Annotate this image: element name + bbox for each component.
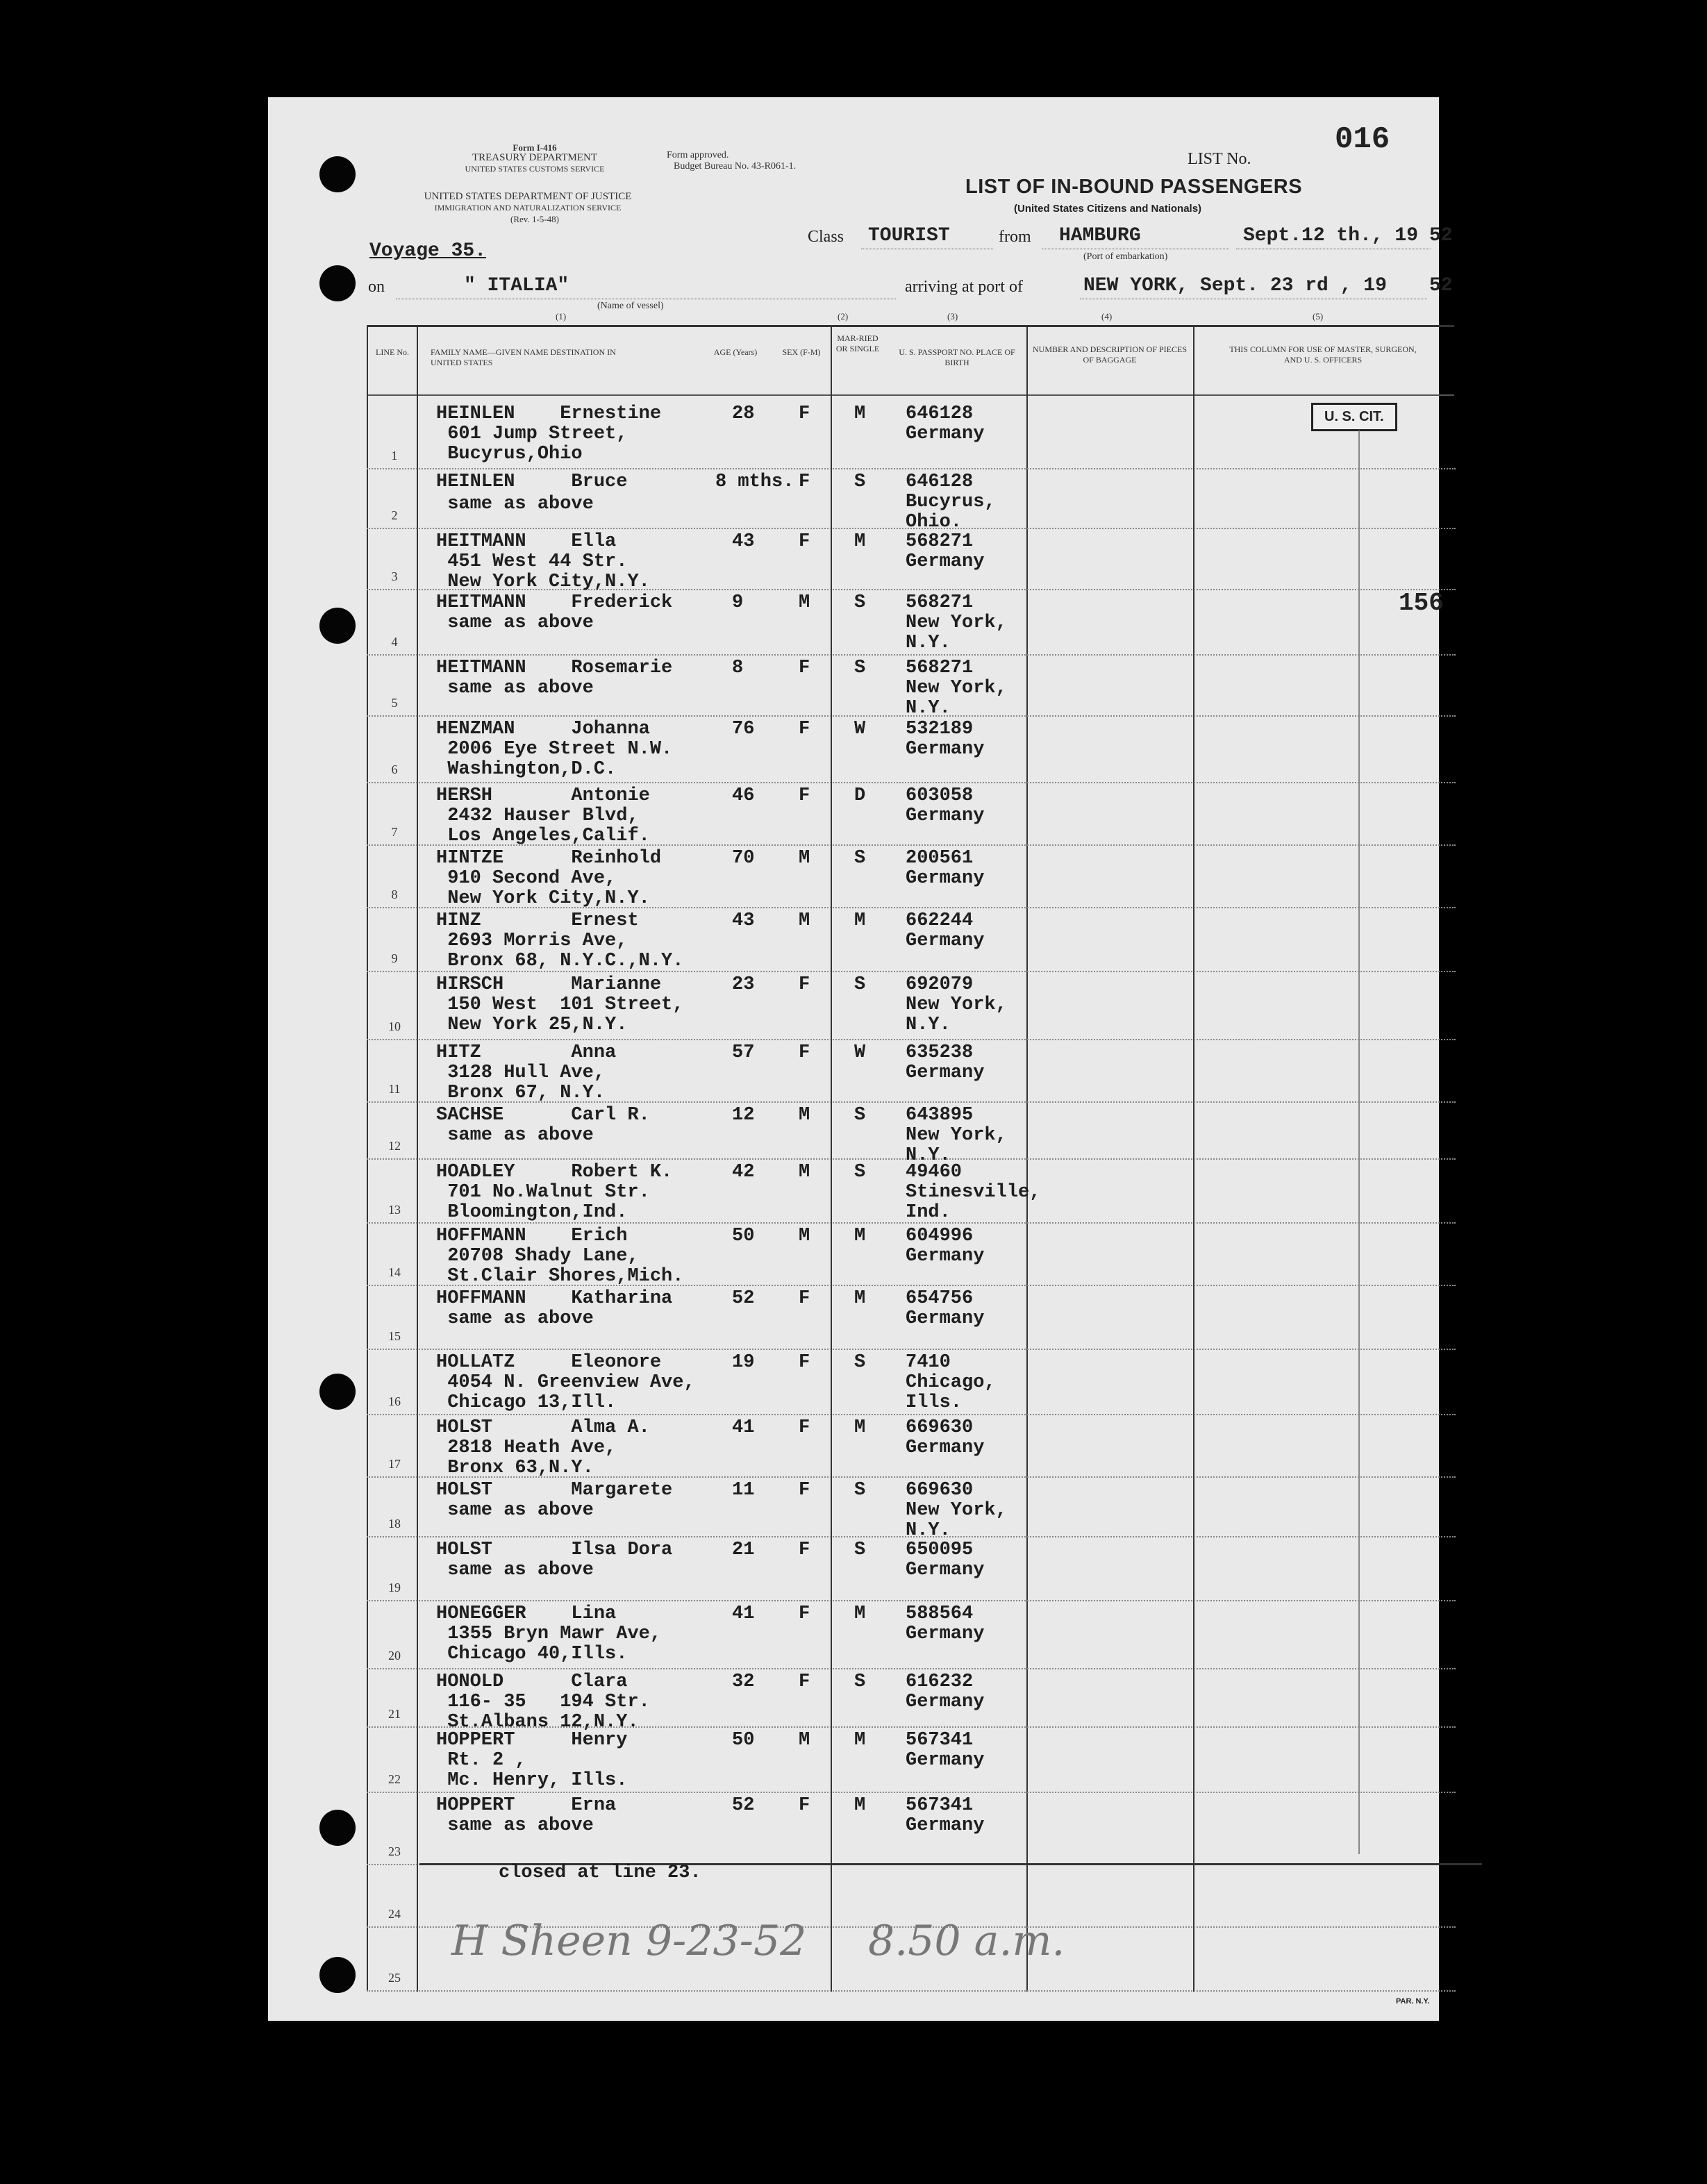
passenger-sex: M	[799, 848, 810, 869]
passenger-sex: F	[799, 658, 810, 678]
embark-port: HAMBURG	[1059, 225, 1141, 247]
passenger-age: 11	[732, 1480, 755, 1501]
passenger-age: 19	[732, 1352, 755, 1373]
marital-status: M	[854, 1795, 866, 1816]
line-number: 5	[391, 696, 398, 710]
line-number: 14	[388, 1265, 401, 1279]
col-header-passport: U. S. PASSPORT NO. PLACE OF BIRTH	[899, 347, 1015, 367]
passenger-name-destination: HOFFMANN Erich 20708 Shady Lane, St.Clair Shores,Mich.	[436, 1226, 684, 1287]
form-approved: Form approved.	[667, 150, 729, 160]
row-separator	[367, 654, 1456, 656]
passenger-sex: F	[799, 1480, 810, 1501]
marital-status: S	[854, 1105, 866, 1126]
line-number: 16	[388, 1394, 401, 1408]
punch-hole	[319, 1374, 356, 1410]
passport-birthplace: 643895 New York, N.Y.	[906, 1105, 1007, 1166]
marital-status: M	[854, 403, 866, 424]
passenger-name-destination: HINTZE Reinhold 910 Second Ave, New York City,N.Y.	[436, 848, 662, 909]
form-subtitle: (United States Citizens and Nationals)	[1014, 203, 1202, 215]
arrival-port-date: NEW YORK, Sept. 23 rd , 19	[1083, 275, 1387, 297]
form-title: LIST OF IN-BOUND PASSENGERS	[965, 176, 1303, 198]
line-number: 17	[388, 1457, 401, 1471]
marital-status: D	[854, 785, 866, 806]
passenger-sex: F	[799, 1352, 810, 1373]
col-header-line: LINE No.	[376, 347, 409, 357]
passenger-age: 46	[732, 785, 755, 806]
dept-treasury: TREASURY DEPARTMENT	[472, 152, 598, 163]
passenger-name-destination: HEITMANN Ella 451 West 44 Str. New York City,N.Y.	[436, 531, 650, 592]
passenger-name-destination: HEINLEN Bruce	[436, 472, 628, 492]
vessel-name-label: (Name of vessel)	[597, 301, 664, 311]
passenger-age: 43	[732, 910, 755, 931]
passenger-name-destination: HITZ Anna 3128 Hull Ave, Bronx 67, N.Y.	[436, 1042, 617, 1103]
passenger-name-destination: HONOLD Clara 116- 35 194 Str. St.Albans 12,N.Y.	[436, 1672, 650, 1733]
closed-note: closed at line 23.	[499, 1862, 701, 1883]
line-number: 6	[391, 762, 398, 776]
passenger-age: 50	[732, 1730, 755, 1751]
passenger-name-destination: HOFFMANN Katharina same as above	[436, 1288, 673, 1329]
us-citizen-stamp: U. S. CIT.	[1311, 403, 1397, 431]
passenger-age: 50	[732, 1226, 755, 1247]
passport-birthplace: 616232 Germany	[906, 1672, 985, 1712]
marital-status: S	[854, 658, 866, 678]
passenger-age: 57	[732, 1042, 755, 1063]
line-number: 12	[388, 1139, 401, 1153]
passenger-name-destination: HOLST Margarete same as above	[436, 1480, 673, 1521]
passenger-name-destination: HOPPERT Erna same as above	[436, 1795, 617, 1836]
row-separator	[367, 1990, 1456, 1992]
passenger-name-destination: SACHSE Carl R. same as above	[436, 1105, 650, 1146]
passport-birthplace: 603058 Germany	[906, 785, 985, 826]
punch-hole	[319, 156, 356, 192]
marital-status: M	[854, 910, 866, 931]
budget-bureau: Budget Bureau No. 43-R061-1.	[674, 161, 797, 172]
passenger-age: 9	[732, 592, 744, 613]
passenger-sex: M	[799, 1226, 810, 1247]
arriving-label: arriving at port of	[905, 278, 1023, 296]
departure-year: 52	[1429, 225, 1453, 247]
line-number: 1	[391, 449, 398, 462]
from-label: from	[999, 228, 1031, 246]
passenger-age: 28	[732, 403, 755, 424]
punch-hole	[319, 1810, 356, 1846]
col-number-5: (5)	[1313, 311, 1324, 322]
row-separator	[367, 468, 1456, 469]
line-number: 25	[388, 1971, 401, 1985]
marital-status: S	[854, 974, 866, 995]
passport-birthplace: 662244 Germany	[906, 910, 985, 951]
marital-status: M	[854, 1603, 866, 1624]
arrival-year: 52	[1429, 275, 1453, 297]
row-separator	[367, 1668, 1456, 1669]
passenger-age: 43	[732, 531, 755, 552]
passenger-destination: same as above	[436, 494, 594, 515]
form-number: Form I-416	[513, 142, 557, 153]
row-separator	[367, 1414, 1456, 1415]
list-no-value: 016	[1335, 122, 1390, 157]
passenger-name-destination: HIRSCH Marianne 150 West 101 Street, New York 25,N.Y.	[436, 974, 684, 1035]
col-header-officers: THIS COLUMN FOR USE OF MASTER, SURGEON, AND U. S. OFFICERS	[1229, 344, 1417, 365]
passenger-age: 8	[732, 658, 744, 678]
line-number: 10	[388, 1019, 401, 1033]
line-number: 19	[388, 1581, 401, 1594]
marital-status: M	[854, 1730, 866, 1751]
passport-birthplace: 568271 New York, N.Y.	[906, 658, 1007, 719]
line-number: 11	[388, 1082, 401, 1096]
passport-birthplace: 567341 Germany	[906, 1795, 985, 1836]
passenger-name-destination: HOLST Ilsa Dora same as above	[436, 1540, 673, 1581]
passenger-age: 41	[732, 1417, 755, 1438]
line-number: 21	[388, 1707, 401, 1721]
line-number: 24	[388, 1907, 401, 1921]
passenger-age: 52	[732, 1795, 755, 1816]
line-number: 9	[391, 951, 398, 965]
passenger-name-destination: HEITMANN Rosemarie same as above	[436, 658, 673, 699]
passenger-age: 42	[732, 1162, 755, 1183]
passport-birthplace: 7410 Chicago, Ills.	[906, 1352, 996, 1413]
passport-birthplace: 604996 Germany	[906, 1226, 985, 1267]
punch-hole	[319, 1957, 356, 1993]
marital-status: S	[854, 1352, 866, 1373]
passport-birthplace: 200561 Germany	[906, 848, 985, 889]
printer-mark: PAR. N.Y.	[1396, 1997, 1430, 2006]
passenger-age: 8 mths.	[715, 472, 794, 492]
marital-status: M	[854, 1226, 866, 1247]
passenger-age: 12	[732, 1105, 755, 1126]
line-number: 3	[391, 569, 398, 583]
marital-status: S	[854, 472, 866, 492]
line-number: 4	[391, 635, 398, 649]
passenger-name-destination: HONEGGER Lina 1355 Bryn Mawr Ave, Chicago 40,Ills.	[436, 1603, 662, 1665]
punch-hole	[319, 265, 356, 301]
row-separator	[367, 1039, 1456, 1040]
line-number: 15	[388, 1329, 401, 1343]
row-separator	[367, 1600, 1456, 1601]
passenger-sex: F	[799, 1672, 810, 1692]
passenger-age: 32	[732, 1672, 755, 1692]
passenger-sex: F	[799, 531, 810, 552]
passport-birthplace: 532189 Germany	[906, 719, 985, 760]
passenger-sex: M	[799, 910, 810, 931]
officer-signature: H Sheen 9-23-52	[451, 1917, 807, 1965]
passenger-sex: F	[799, 1288, 810, 1309]
passenger-sex: M	[799, 1105, 810, 1126]
form-revision: (Rev. 1-5-48)	[510, 214, 559, 224]
marital-status: S	[854, 592, 866, 613]
col-header-sex: SEX (F-M)	[782, 347, 821, 357]
vessel-name: " ITALIA"	[464, 275, 569, 297]
passenger-age: 21	[732, 1540, 755, 1560]
passenger-sex: F	[799, 1042, 810, 1063]
passenger-sex: F	[799, 1417, 810, 1438]
passenger-sex: F	[799, 785, 810, 806]
col-header-age: AGE (Years)	[713, 347, 758, 357]
passenger-sex: F	[799, 719, 810, 740]
marital-status: M	[854, 1417, 866, 1438]
row-separator	[367, 1792, 1456, 1793]
marital-status: M	[854, 531, 866, 552]
passenger-sex: F	[799, 472, 810, 492]
passport-birthplace: 650095 Germany	[906, 1540, 985, 1581]
passenger-sex: F	[799, 1540, 810, 1560]
passenger-sex: F	[799, 1603, 810, 1624]
passport-birthplace: 567341 Germany	[906, 1730, 985, 1771]
time-note: 8.50 a.m.	[868, 1917, 1065, 1965]
passenger-age: 70	[732, 848, 755, 869]
passport-birthplace: 568271 New York, N.Y.	[906, 592, 1007, 653]
list-no-label: LIST No.	[1188, 150, 1251, 168]
marital-status: W	[854, 1042, 866, 1063]
row-separator	[367, 782, 1456, 783]
passenger-sex: M	[799, 1730, 810, 1751]
passenger-sex: F	[799, 403, 810, 424]
voyage-number: Voyage 35.	[369, 240, 487, 262]
passenger-name-destination: HOADLEY Robert K. 701 No.Walnut Str. Bloomington,Ind.	[436, 1162, 673, 1223]
passenger-sex: F	[799, 1795, 810, 1816]
marital-status: S	[854, 1540, 866, 1560]
marital-status: S	[854, 1162, 866, 1183]
marital-status: S	[854, 848, 866, 869]
passenger-age: 23	[732, 974, 755, 995]
dept-treasury-sub: UNITED STATES CUSTOMS SERVICE	[465, 164, 605, 174]
line-number: 8	[391, 887, 398, 901]
col-number-1: (1)	[556, 311, 567, 322]
passenger-sex: M	[799, 592, 810, 613]
on-label: on	[368, 278, 385, 296]
line-number: 22	[388, 1772, 401, 1786]
passenger-name-destination: HOLLATZ Eleonore 4054 N. Greenview Ave, Chicago 13,Ill.	[436, 1352, 695, 1413]
marital-status: S	[854, 1672, 866, 1692]
passport-birthplace: 646128 Bucyrus, Ohio.	[906, 472, 996, 533]
passport-birthplace: 669630 Germany	[906, 1417, 985, 1458]
dept-justice-sub: IMMIGRATION AND NATURALIZATION SERVICE	[434, 203, 622, 212]
passenger-age: 52	[732, 1288, 755, 1309]
line-number: 23	[388, 1844, 401, 1858]
passport-birthplace: 654756 Germany	[906, 1288, 985, 1329]
passport-birthplace: 568271 Germany	[906, 531, 985, 572]
passport-birthplace: 588564 Germany	[906, 1603, 985, 1644]
passenger-name-destination: HENZMAN Johanna 2006 Eye Street N.W. Washington,D.C.	[436, 719, 673, 780]
marital-status: S	[854, 1480, 866, 1501]
passport-birthplace: 49460 Stinesville, Ind.	[906, 1162, 1041, 1223]
line-number: 20	[388, 1649, 401, 1662]
col-number-4: (4)	[1101, 311, 1113, 322]
passenger-sex: M	[799, 1162, 810, 1183]
col-header-married: MAR-RIED OR SINGLE	[835, 333, 880, 353]
passenger-name-destination: HERSH Antonie 2432 Hauser Blvd, Los Angeles,Calif.	[436, 785, 650, 847]
line-number: 13	[388, 1203, 401, 1217]
table-header-border	[367, 394, 1454, 396]
col-header-baggage: NUMBER AND DESCRIPTION OF PIECES OF BAGGAGE	[1032, 344, 1188, 365]
class-label: Class	[808, 228, 844, 246]
row-separator	[367, 1349, 1456, 1350]
line-number: 7	[391, 825, 398, 839]
marital-status: W	[854, 719, 866, 740]
departure-date: Sept.12 th., 19	[1243, 225, 1419, 247]
officer-note: 156	[1399, 589, 1444, 617]
passenger-age: 41	[732, 1603, 755, 1624]
passenger-name-destination: HINZ Ernest 2693 Morris Ave, Bronx 68, N.Y.C.,N.Y.	[436, 910, 684, 972]
passenger-name-destination: HEINLEN Ernestine 601 Jump Street, Bucyrus,Ohio	[436, 403, 662, 465]
passenger-age: 76	[732, 719, 755, 740]
passport-birthplace: 635238 Germany	[906, 1042, 985, 1083]
col-header-name: FAMILY NAME—GIVEN NAME DESTINATION IN UNITED STATES	[431, 347, 616, 367]
class-value: TOURIST	[868, 225, 950, 247]
passenger-sex: F	[799, 974, 810, 995]
col-number-2: (2)	[838, 311, 849, 322]
passenger-name-destination: HEITMANN Frederick same as above	[436, 592, 673, 633]
line-number: 18	[388, 1517, 401, 1531]
col-number-3: (3)	[947, 311, 958, 322]
passport-birthplace: 646128 Germany	[906, 403, 985, 444]
table-top-border	[367, 325, 1454, 327]
embark-port-label: (Port of embarkation)	[1083, 251, 1168, 262]
passenger-name-destination: HOPPERT Henry Rt. 2 , Mc. Henry, Ills.	[436, 1730, 628, 1791]
line-number: 2	[391, 508, 398, 522]
passport-birthplace: 669630 New York, N.Y.	[906, 1480, 1007, 1541]
dept-justice: UNITED STATES DEPARTMENT OF JUSTICE	[424, 191, 632, 202]
passport-birthplace: 692079 New York, N.Y.	[906, 974, 1007, 1035]
marital-status: M	[854, 1288, 866, 1309]
punch-hole	[319, 608, 356, 644]
passenger-name-destination: HOLST Alma A. 2818 Heath Ave, Bronx 63,N.Y.	[436, 1417, 650, 1478]
stamp-bracket-line	[1358, 431, 1360, 1854]
